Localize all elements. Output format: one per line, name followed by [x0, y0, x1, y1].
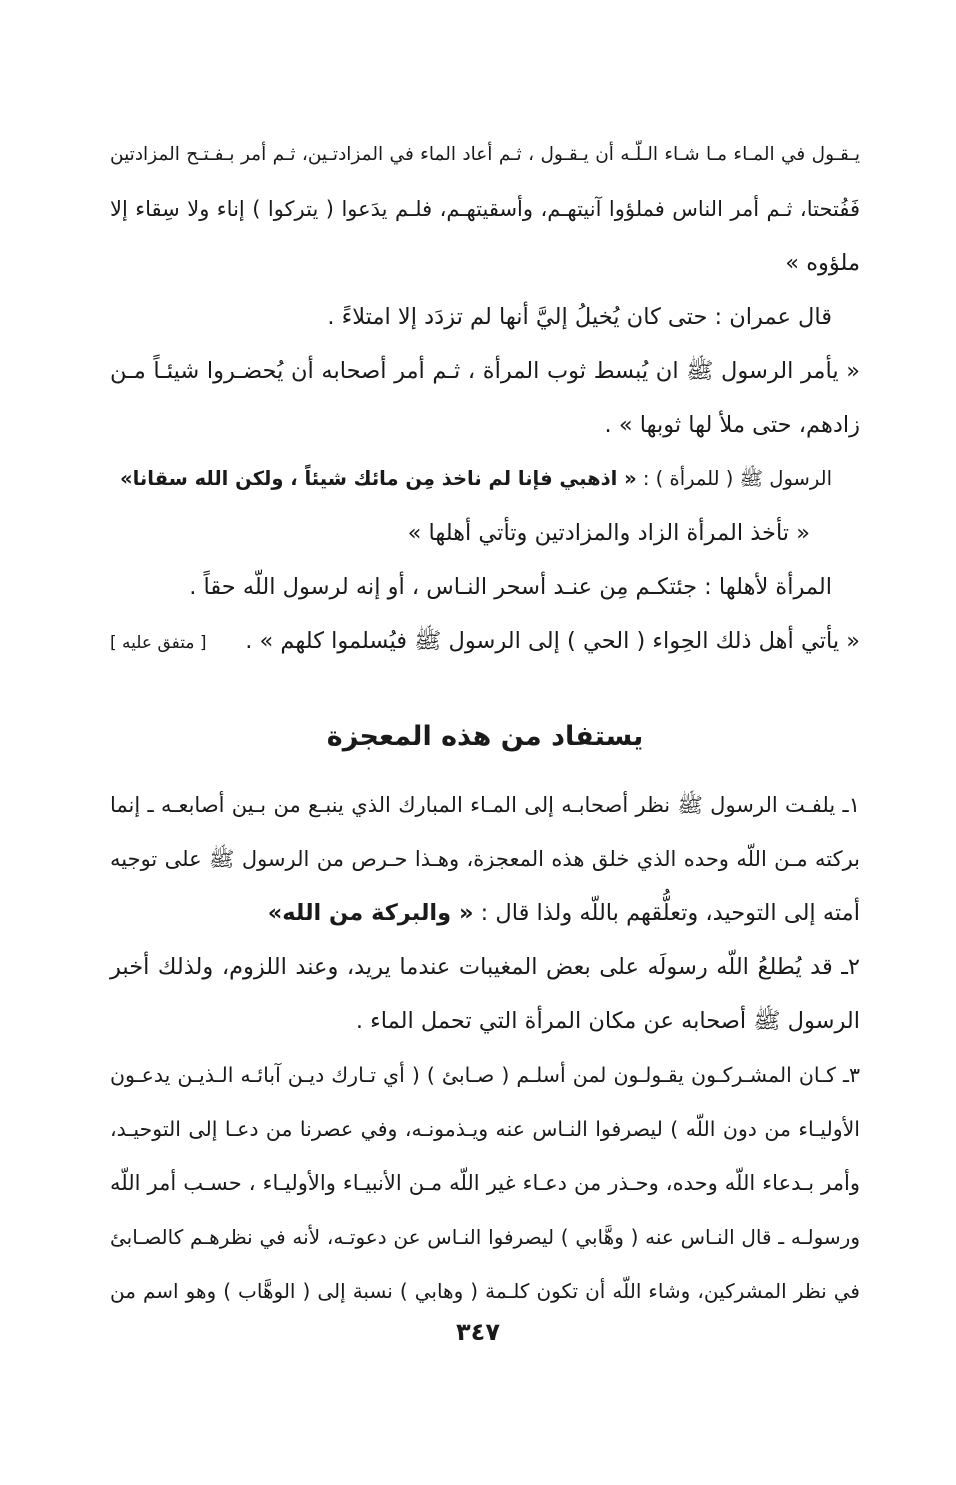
- hadith-source: [ متفق عليه ]: [110, 633, 207, 653]
- benefit-3-line: وأمر بـدعاء اللّه وحده، وحـذر من دعـاء غير اللّه مـن الأنبيـاء والأوليـاء ، حسـب أمر اللّه: [110, 1171, 860, 1195]
- page-number: ٣٤٧: [456, 1318, 500, 1346]
- benefit-1-last-prefix: أمته إلى التوحيد، وتعلُّقهم باللّه ولذا قال :: [473, 900, 860, 926]
- woman-takes-line: « تأخذ المرأة الزاد والمزادتين وتأتي أهلها »: [407, 520, 810, 546]
- benefit-1-line: ١ـ يلفـت الرسول ﷺ نظر أصحابـه إلى المـاء المبارك الذي ينبـع من بـين أصابعـه ـ إنما: [110, 793, 860, 817]
- text-line: « يأمر الرسول ﷺ ان يُبسط ثوب المرأة ، ثـم أمر أصحابه أن يُحضـروا شيئـاً مـن: [110, 358, 860, 384]
- prophet-line-prefix: الرسول ﷺ ( للمرأة ) :: [636, 467, 832, 490]
- benefit-3-line: الأوليـاء من دون اللّه ) ليصرفوا النـاس عنه ويـذمونـه، وفي عصرنا من دعـا إلى التوحيـد،: [110, 1117, 860, 1141]
- woman-to-family-line: المرأة لأهلها : جئتكـم مِن عنـد أسحر النـاس ، أو إنه لرسول اللّه حقاً .: [189, 574, 832, 600]
- text-line: زادهم، حتى ملأ لها ثوبها » .: [604, 412, 860, 438]
- page-body: [110, 128, 860, 1318]
- imran-statement: قال عمران : حتى كان يُخيلُ إليَّ أنها لم تزدَد إلا امتلاءً .: [327, 304, 832, 330]
- benefit-3-line: في نظر المشركين، وشاء اللّه أن تكون كلـمة ( وهابي ) نسبة إلى ( الوهَّاب ) وهو اسم من: [110, 1279, 860, 1303]
- benefit-1-line: بركته مـن اللّه وحده الذي خلق هذه المعجزة، وهـذا حـرص من الرسول ﷺ على توجيه: [110, 847, 860, 871]
- people-come-line: [110, 614, 860, 668]
- benefit-2-line: الرسول ﷺ أصحابه عن مكان المرأة التي تحمل الماء .: [355, 1008, 860, 1034]
- text-line: ملؤوه »: [785, 250, 860, 276]
- benefit-3-line: ورسولـه ـ قال النـاس عنه ( وهَّابي ) ليصرفوا النـاس عن دعوتـه، لأنه في نظرهـم كالصـابئ: [110, 1225, 860, 1249]
- benefit-2-line: ٢ـ قد يُطلعُ اللّه رسولَه على بعض المغيبات عندما يريد، وعند اللزوم، ولذلك أخبر: [110, 954, 860, 980]
- prophet-quote: « اذهبي فإنا لم ناخذ مِن مائك شيئاً ، ولكن الله سقانا»: [120, 467, 637, 490]
- people-come-text: « يأتي أهل ذلك الحِواء ( الحي ) إلى الرسول ﷺ فيُسلموا كلهم » .: [245, 628, 860, 654]
- text-line: يـقـول في المـاء مـا شـاء الـلّـه أن يـقـول ، ثـم أعاد الماء في المزادتـين، ثـم أمر بـفـتـح المزادتين: [110, 144, 860, 165]
- prophet-quote-line: [110, 452, 860, 506]
- text-line: فَفُتحتا، ثـم أمر الناس فملؤوا آنيتهـم، وأسقيتهـم، فلـم يدَعوا ( يتركوا ) إناء ولا سِقاء إلا: [110, 197, 860, 221]
- section-heading: يستفاد من هذه المعجزة: [326, 721, 644, 752]
- benefit-3-line: ٣ـ كـان المشـركـون يقـولـون لمن أسلـم ( صـابئ ) ( أي تـارك ديـن آبائـه الـذيـن يدعـون: [110, 1063, 860, 1087]
- benefit-1-quote: « والبركة من الله»: [267, 900, 474, 926]
- benefit-1-last-line: [110, 886, 860, 940]
